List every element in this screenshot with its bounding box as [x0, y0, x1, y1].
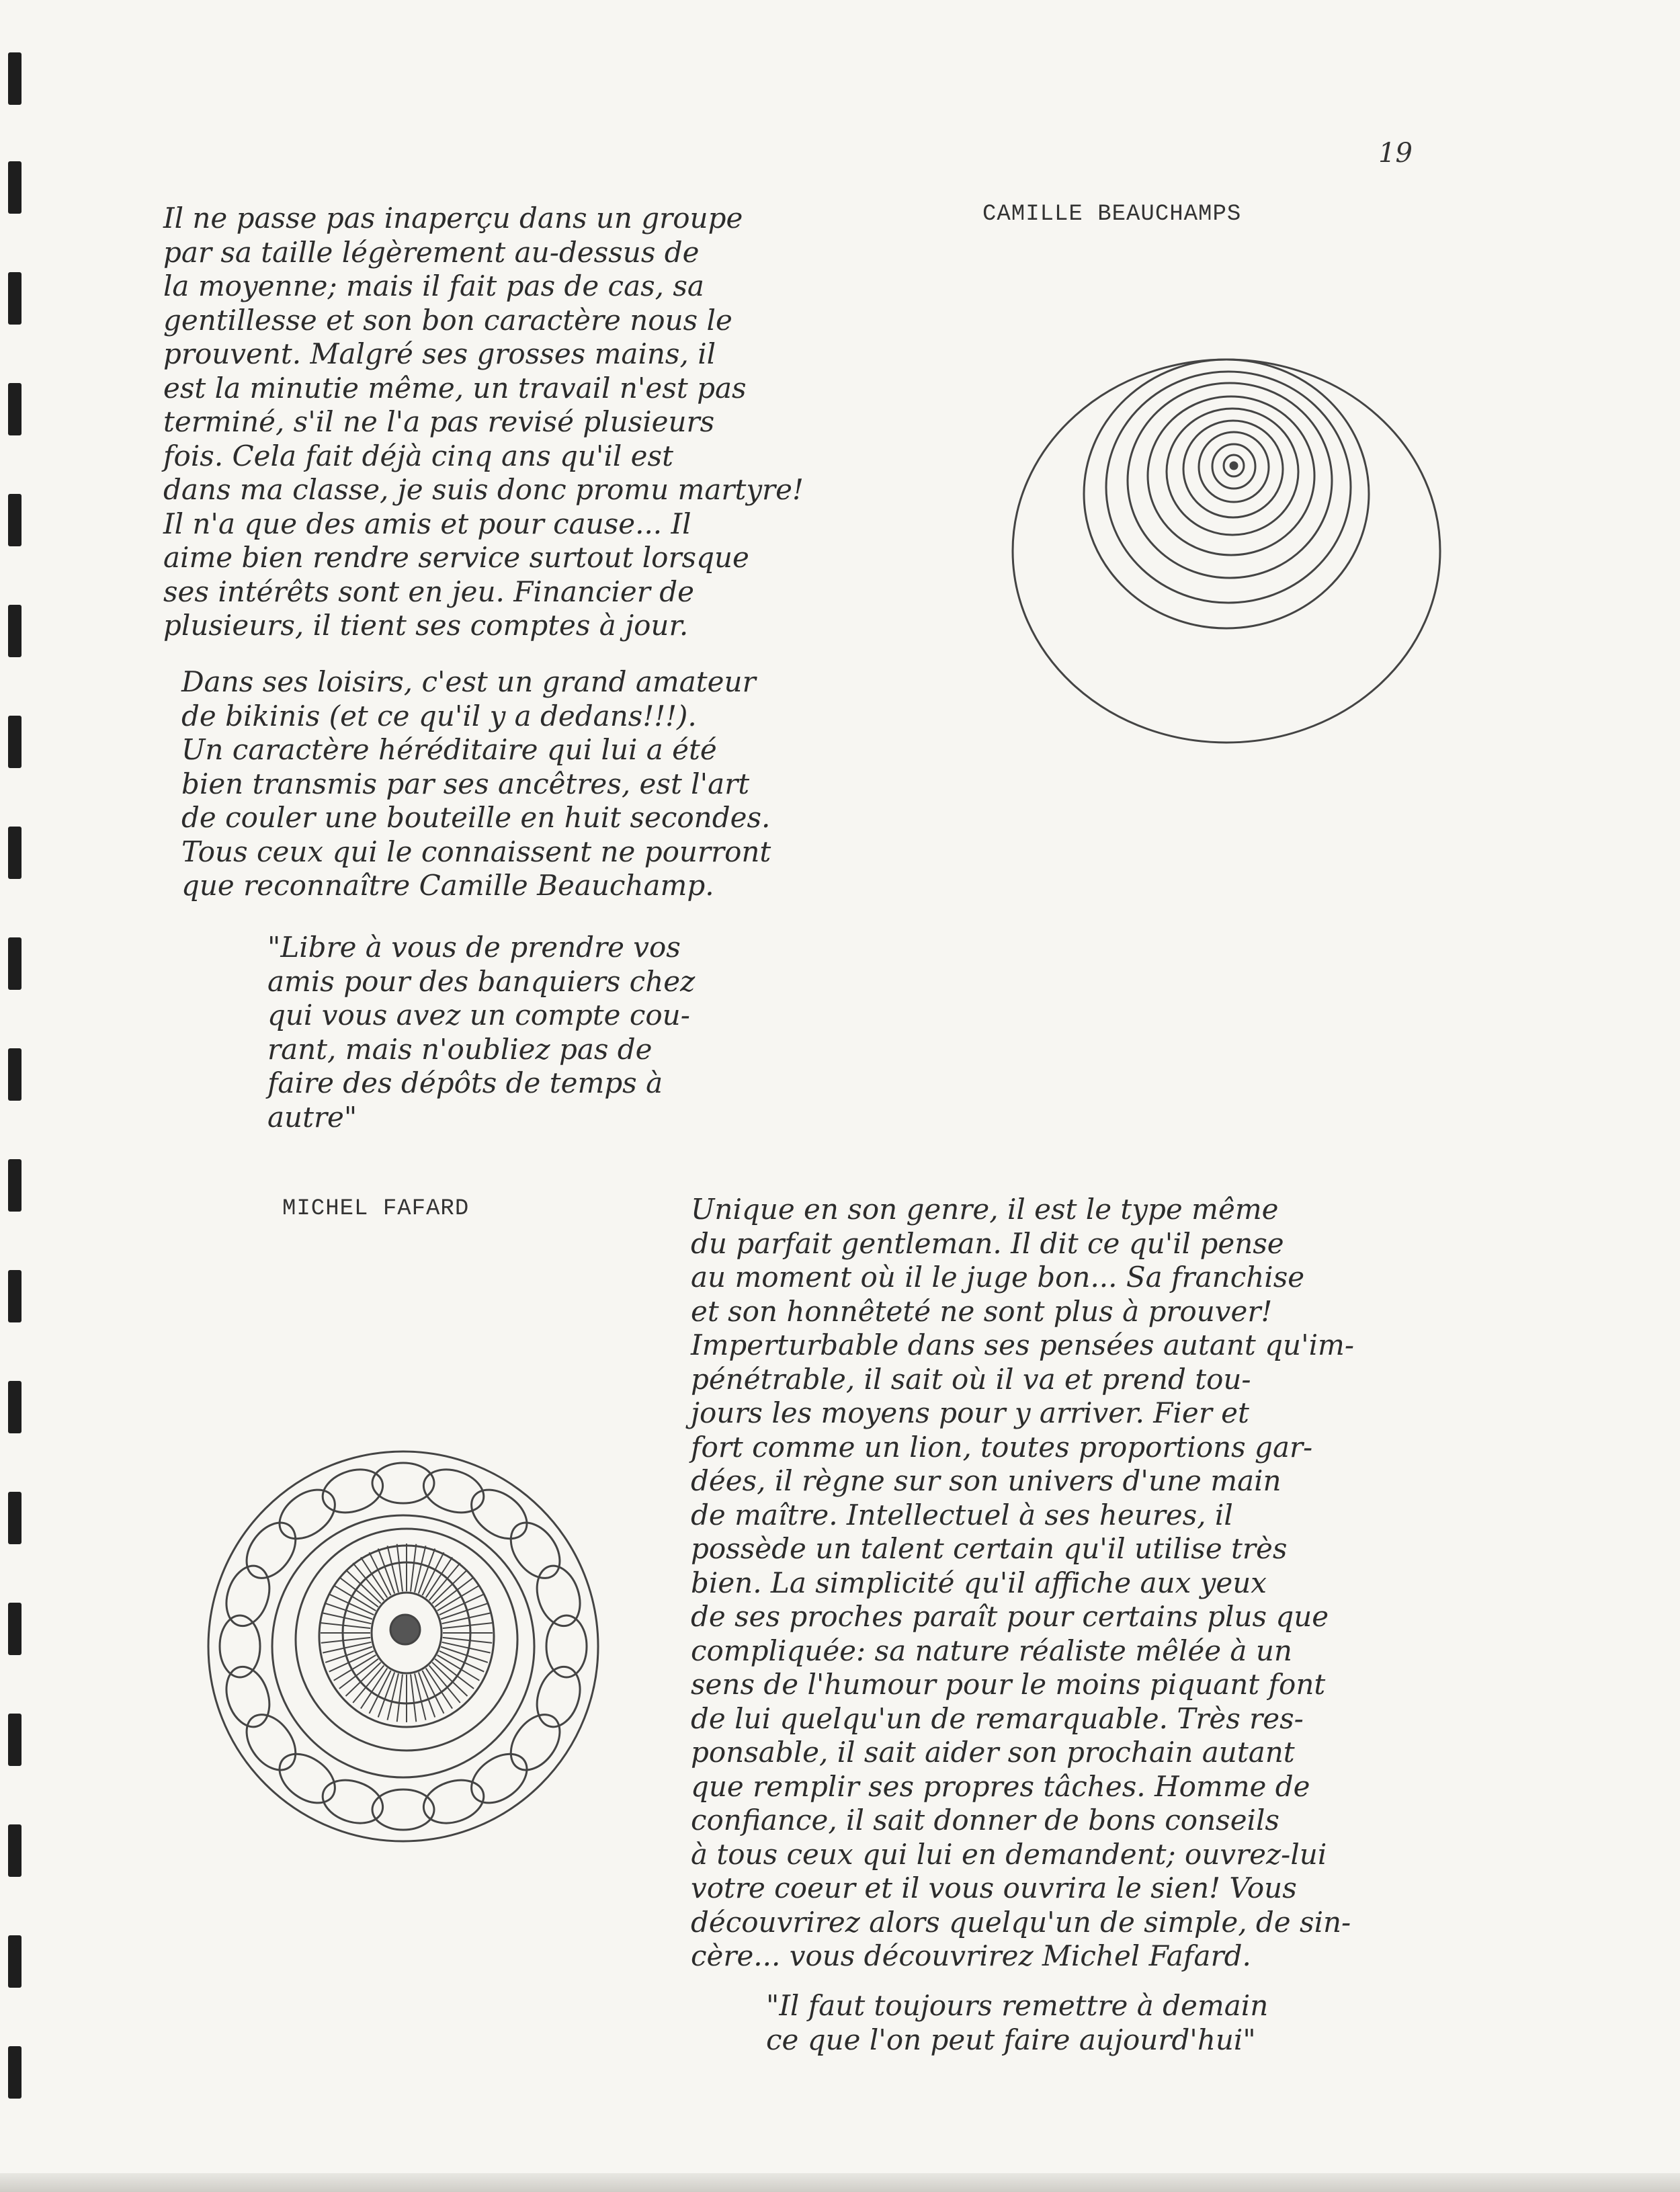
binding-hole [8, 494, 22, 546]
spiral-binding [0, 0, 28, 2192]
binding-hole [8, 937, 22, 990]
binding-hole [8, 716, 22, 768]
binding-hole [8, 1159, 22, 1212]
binding-hole [8, 52, 22, 105]
profile-quote-michel: "Il faut toujours remettre à demain ce que l'on peut faire aujourd'hui" [766, 1989, 1269, 2056]
profile-paragraph-michel: Unique en son genre, il est le type même du parfait gentleman. Il dit ce qu'il pense au moment où il le juge bon... Sa franchise et son honnêteté ne sont plus à prouver! Imperturbable dans ses pensées autant qu'im- pénétrable, il sait où il va et prend tou- jours les moyens pour y arriver. Fier et fort comme un lion, toutes proportions gar- dées, il règne sur son univers d'une main de maître. Intellectuel à ses heures, il possède un talent certain qu'il utilise très bien. La simplicité qu'il affiche aux yeux de ses proches paraît pour certains plus que compliquée: sa nature réaliste mêlée à un sens de l'humour pour le moins piquant font de lui quelqu'un de remarquable. Très res- ponsable, il sait aider son prochain autant que remplir ses propres tâches. Homme de confiance, il sait donner de bons conseils à tous ceux qui lui en demandent; ouvrez-lui votre coeur et il vous ouvrira le sien! Vous découvrirez alors quelqu'un de simple, de sin- cère... vous découvrirez Michel Fafard. [691, 1193, 1355, 1972]
binding-hole [8, 1603, 22, 1655]
profile-name-michel: MICHEL FAFARD [282, 1196, 470, 1222]
binding-hole [8, 1048, 22, 1101]
spiral-drawing-icon [1001, 356, 1445, 773]
binding-hole [8, 1824, 22, 1877]
binding-hole [8, 2046, 22, 2099]
profile-quote-camille: "Libre à vous de prendre vos amis pour des banquiers chez qui vous avez un compte cou- rant, mais n'oubliez pas de faire des dépôts de temps à autre" [267, 931, 696, 1134]
profile-paragraph-camille-2: Dans ses loisirs, c'est un grand amateur de bikinis (et ce qu'il y a dedans!!!). Un caractère héréditaire qui lui a été bien transmis par ses ancêtres, est l'art de couler une bouteille en huit secondes. Tous ceux qui le connaissent ne pourront que reconnaître Camille Beauchamp. [181, 665, 771, 902]
binding-hole [8, 383, 22, 435]
binding-hole [8, 272, 22, 325]
binding-hole [8, 605, 22, 657]
flower-drawing-icon [181, 1431, 618, 1861]
binding-hole [8, 1381, 22, 1433]
binding-hole [8, 1492, 22, 1544]
page-number: 19 [1378, 138, 1413, 169]
binding-hole [8, 1714, 22, 1766]
binding-hole [8, 161, 22, 214]
profile-name-camille: CAMILLE BEAUCHAMPS [982, 202, 1242, 227]
binding-hole [8, 1270, 22, 1322]
profile-paragraph-camille-1: Il ne passe pas inaperçu dans un groupe par sa taille légèrement au-dessus de la moyenne; mais il fait pas de cas, sa gentillesse et son bon caractère nous le prouvent. Malgré ses grosses mains, il est la minutie même, un travail n'est pas terminé, s'il ne l'a pas revisé plusieurs fois. Cela fait déjà cinq ans qu'il est dans ma classe, je suis donc promu martyre! Il n'a que des amis et pour cause... Il aime bien rendre service surtout lorsque ses intérêts sont en jeu. Financier de plusieurs, il tient ses comptes à jour. [163, 202, 804, 642]
binding-hole [8, 1935, 22, 1988]
page-bottom-edge [0, 2173, 1680, 2192]
binding-hole [8, 827, 22, 879]
